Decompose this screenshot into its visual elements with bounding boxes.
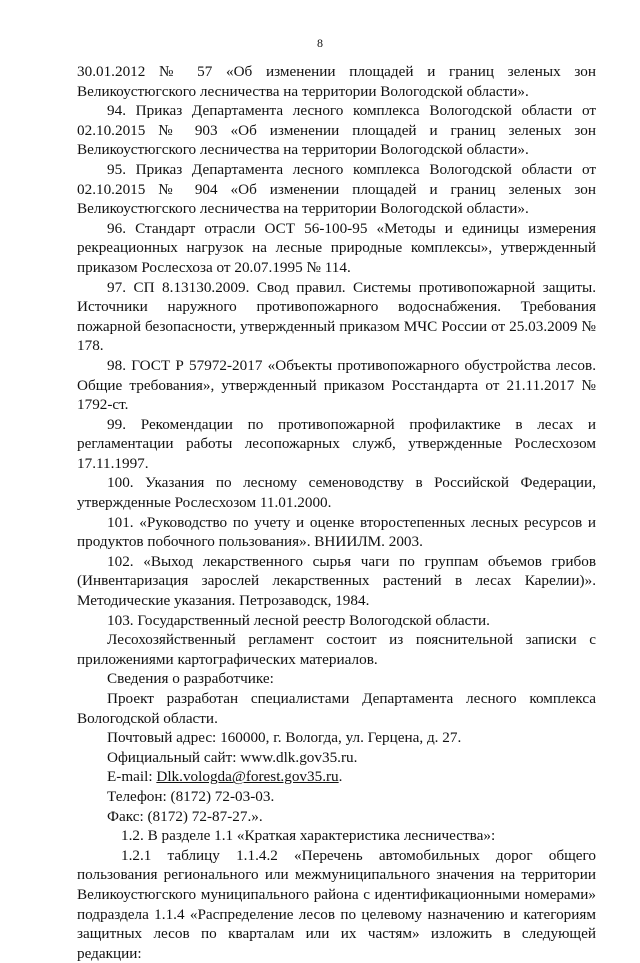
paragraph-item-101: 101. «Руководство по учету и оценке второстепенных лесных ресурсов и продуктов побочного пользования». ВНИИЛМ. 2003.: [77, 513, 596, 551]
document-body: [77, 62, 596, 963]
email-label: E-mail:: [107, 768, 157, 786]
paragraph-postal-address: Почтовый адрес: 160000, г. Вологда, ул. Герцена, д. 27.: [107, 729, 462, 747]
paragraph-item-103: 103. Государственный лесной реестр Вологодской области.: [107, 611, 490, 629]
paragraph-item-94: 94. Приказ Департамента лесного комплекса Вологодской области от 02.10.2015 № 903 «Об изменении площадей и границ зеленых зон Великоустюгского лесничества на территории Вологодской области».: [77, 102, 596, 159]
paragraph-item-98: 98. ГОСТ Р 57972-2017 «Объекты противопожарного обустройства лесов. Общие требования», утвержденный приказом Росстандарта от 21.11.2017 № 1792-ст.: [77, 356, 596, 414]
paragraph-developer: Проект разработан специалистами Департамента лесного комплекса Вологодской области.: [77, 690, 596, 727]
paragraph-regulation-composition: Лесохозяйственный регламент состоит из пояснительной записки с приложениями картографических материалов.: [77, 631, 596, 668]
paragraph-phone: Телефон: (8172) 72-03-03.: [107, 787, 275, 805]
paragraph-fax: Факс: (8172) 72-87-27.».: [107, 807, 263, 825]
paragraph-item-95: 95. Приказ Департамента лесного комплекса Вологодской области от 02.10.2015 № 904 «Об изменении площадей и границ зеленых зон Великоустюгского лесничества на территории Вологодской области».: [77, 160, 596, 218]
paragraph-item-96: 96. Стандарт отрасли ОСТ 56-100-95 «Методы и единицы измерения рекреационных нагрузок на лесные природные комплексы», утвержденный приказом Рослесхоза от 20.07.1995 № 114.: [77, 219, 596, 276]
paragraph-item-99: 99. Рекомендации по противопожарной профилактике в лесах и регламентации работы лесопожарных служб, утвержденные Рослесхозом 17.11.1997.: [77, 415, 596, 472]
paragraph-email: [77, 767, 596, 787]
email-suffix: .: [338, 768, 343, 786]
page-number: 8: [317, 36, 323, 50]
email-link[interactable]: Dlk.vologda@forest.gov35.ru: [156, 768, 339, 786]
paragraph-section-1-2-1: 1.2.1 таблицу 1.1.4.2 «Перечень автомобильных дорог общего пользования регионального или межмуниципального значения на территории Великоустюгского муниципального района с идентификационными номерами» подраздела 1.1.4 «Распределение лесов по целевому назначению и категориям защитных лесов по кварталам или их частям» изложить в следующей редакции:: [77, 846, 596, 962]
paragraph-item-102: 102. «Выход лекарственного сырья чаги по группам объемов грибов (Инвентаризация зарослей лекарственных растений в лесах Карелии)». Методические указания. Петрозаводск, 1984.: [77, 552, 596, 610]
paragraph-developer-heading: Сведения о разработчике:: [107, 670, 274, 688]
paragraph-section-1-2: 1.2. В разделе 1.1 «Краткая характеристика лесничества»:: [121, 827, 496, 845]
paragraph-item-97: 97. СП 8.13130.2009. Свод правил. Системы противопожарной защиты. Источники наружного противопожарного водоснабжения. Требования пожарной безопасности, утвержденный приказом МЧС России от 25.03.2009 № 178.: [77, 278, 596, 355]
paragraph-item-93-continued: 30.01.2012 № 57 «Об изменении площадей и границ зеленых зон Великоустюгского лесничества на территории Вологодской области».: [77, 63, 596, 100]
paragraph-website: Официальный сайт: www.dlk.gov35.ru.: [107, 748, 358, 766]
paragraph-item-100: 100. Указания по лесному семеноводству в Российской Федерации, утвержденные Рослесхозом 11.01.2000.: [77, 474, 596, 512]
